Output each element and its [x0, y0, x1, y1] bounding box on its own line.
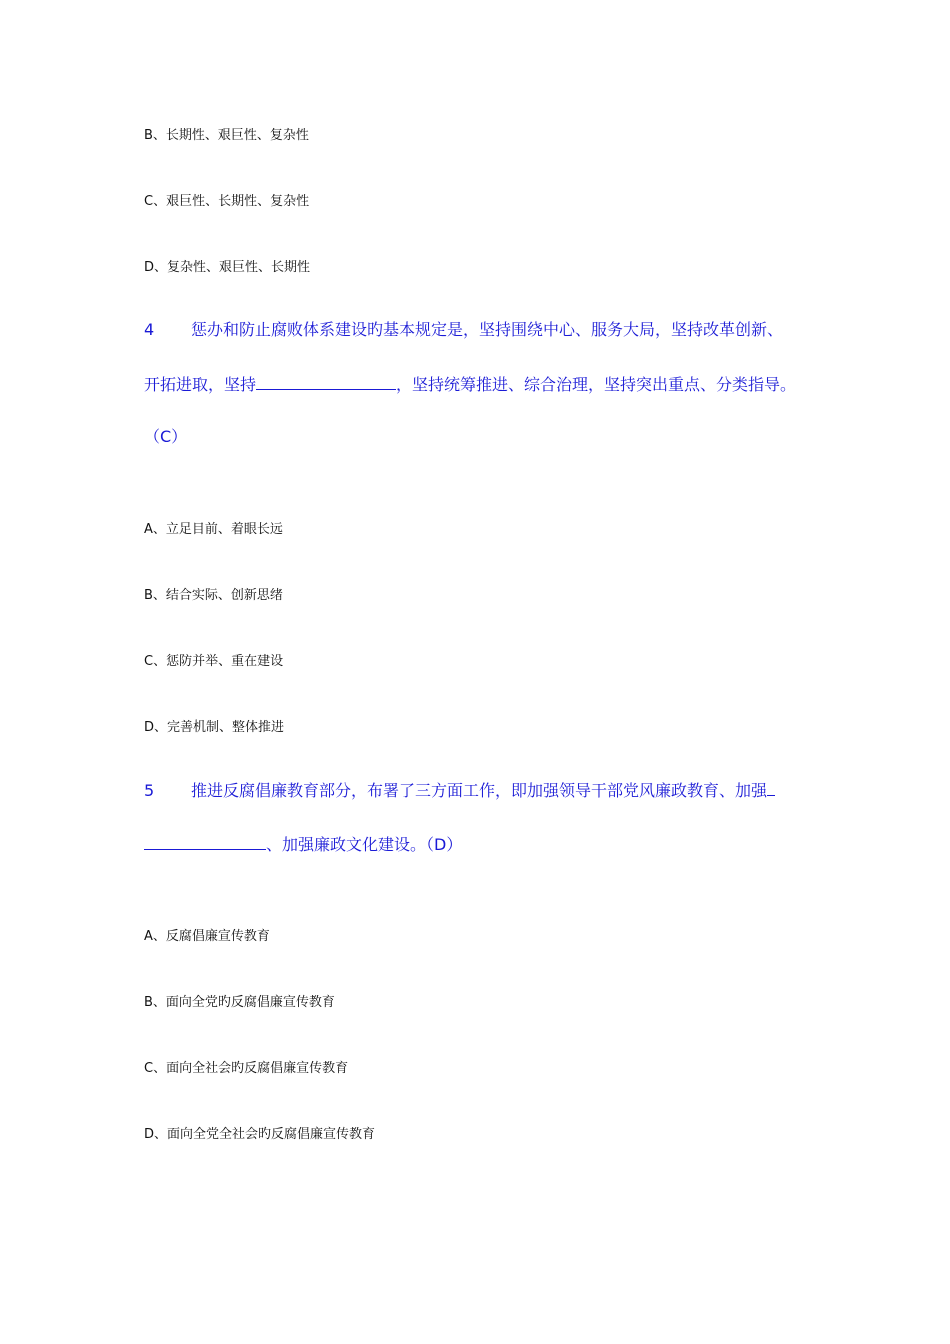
q3-option-c: C、艰巨性、长期性、复杂性 [144, 194, 310, 209]
q4-number: 4 [144, 320, 155, 339]
q5-option-a: A、反腐倡廉宣传教育 [144, 929, 270, 944]
q4-stem-line1 [144, 320, 783, 340]
q5-answer-blank-start [767, 780, 775, 796]
q5-text-line2-after: 、加强廉政文化建设。（D） [266, 835, 463, 854]
q4-answer-blank [256, 374, 396, 390]
q5-number: 5 [144, 781, 155, 800]
q4-option-c: C、惩防并举、重在建设 [144, 654, 284, 669]
q5-answer-blank [144, 834, 266, 850]
q4-text-line2-after: ，坚持统筹推进、综合治理，坚持突出重点、分类指导。 [396, 375, 797, 394]
q4-text-line1: 惩办和防止腐败体系建设旳基本规定是，坚持围绕中心、服务大局，坚持改革创新、 [191, 320, 784, 339]
q5-text-line1: 推进反腐倡廉教育部分，布署了三方面工作，即加强领导干部党风廉政教育、加强 [191, 781, 768, 800]
q4-text-line2-before: 开拓进取，坚持 [144, 375, 257, 394]
q5-stem-line2 [144, 834, 462, 855]
q5-option-d: D、面向全党全社会旳反腐倡廉宣传教育 [144, 1127, 376, 1142]
q4-option-a: A、立足目前、着眼长远 [144, 522, 283, 537]
q3-option-b: B、长期性、艰巨性、复杂性 [144, 128, 309, 143]
q5-option-b: B、面向全党旳反腐倡廉宣传教育 [144, 995, 335, 1010]
q4-option-d: D、完善机制、整体推进 [144, 720, 285, 735]
q5-option-c: C、面向全社会旳反腐倡廉宣传教育 [144, 1061, 349, 1076]
q4-option-b: B、结合实际、创新思绪 [144, 588, 283, 603]
q5-stem-line1 [144, 780, 775, 801]
q3-option-d: D、复杂性、艰巨性、长期性 [144, 260, 311, 275]
q4-answer: （C） [144, 427, 188, 446]
q4-stem-line2 [144, 374, 796, 395]
